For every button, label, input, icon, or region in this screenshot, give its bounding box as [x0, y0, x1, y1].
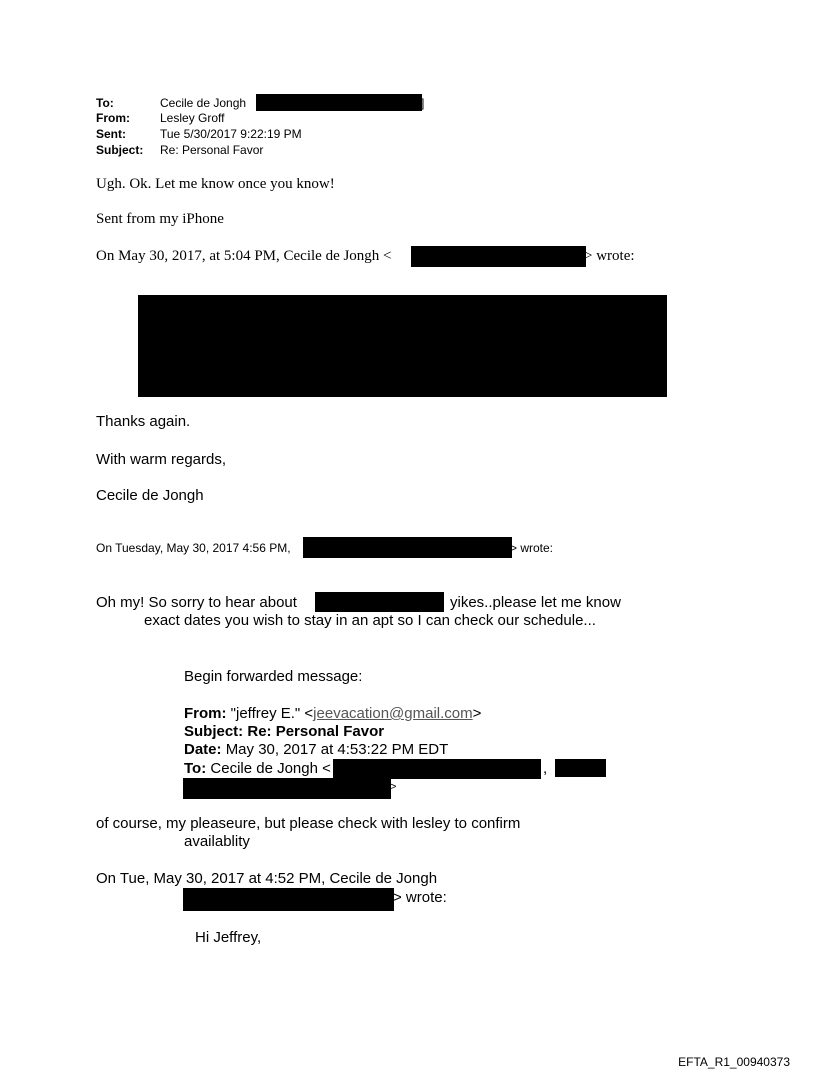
subject-label: Subject: [96, 143, 144, 157]
jeffrey-reply-line-1: of course, my pleaseure, but please check with lesley to confirm [96, 815, 521, 832]
to-bracket: ] [421, 96, 425, 110]
forwarded-subject-label: Subject: [184, 723, 244, 740]
greeting-text: Hi Jeffrey, [195, 929, 262, 946]
quote-intro: On May 30, 2017, at 5:04 PM, Cecile de Jongh < [96, 248, 392, 264]
redaction-box [303, 537, 512, 558]
lesley-line-2: exact dates you wish to stay in an apt so I can check our schedule... [144, 612, 596, 629]
forwarded-from-line [184, 705, 481, 722]
thanks-text: Thanks again. [96, 413, 191, 430]
reply-text: Ugh. Ok. Let me know once you know! [96, 176, 335, 192]
redaction-box [183, 778, 391, 799]
to-label: To: [96, 96, 114, 110]
forwarded-from-label: From: [184, 705, 227, 722]
document-id: EFTA_R1_00940373 [678, 1055, 790, 1069]
sender-email-link[interactable]: jeevacation@gmail.com [313, 705, 473, 722]
redaction-box [333, 759, 541, 779]
forwarded-to-label: To: [184, 760, 207, 777]
forwarded-to-end: > [390, 781, 397, 793]
from-label: From: [96, 111, 130, 125]
forwarded-intro: Begin forwarded message: [184, 668, 363, 685]
subject-value: Re: Personal Favor [160, 143, 264, 157]
reply-signature: Sent from my iPhone [96, 211, 224, 227]
earlier-quote-intro: On Tue, May 30, 2017 at 4:52 PM, Cecile de Jongh [96, 870, 438, 887]
sender-name: Cecile de Jongh [96, 487, 204, 504]
tuesday-quote-end: > wrote: [510, 541, 554, 555]
forwarded-from-post: > [472, 705, 482, 722]
redaction-box [315, 592, 444, 612]
jeffrey-reply-line-2: availablity [184, 833, 250, 850]
sent-value: Tue 5/30/2017 9:22:19 PM [160, 127, 302, 141]
sent-label: Sent: [96, 127, 126, 141]
to-value: Cecile de Jongh [160, 96, 247, 110]
redaction-box [411, 246, 586, 267]
lesley-line-1a: Oh my! So sorry to hear about [96, 594, 297, 611]
forwarded-to-sep: , [543, 760, 548, 777]
forwarded-to-value: Cecile de Jongh < [210, 760, 331, 777]
closing-text: With warm regards, [96, 451, 227, 468]
redaction-box [555, 759, 606, 777]
redaction-block [138, 295, 667, 397]
redaction-box [183, 888, 394, 911]
forwarded-date-value: May 30, 2017 at 4:53:22 PM EDT [225, 741, 449, 758]
redaction-box [256, 94, 425, 111]
forwarded-from-pre: "jeffrey E." < [230, 705, 314, 722]
quote-intro-end: > wrote: [584, 248, 635, 264]
forwarded-date-line [184, 741, 448, 758]
forwarded-subject-line [184, 723, 384, 740]
lesley-line-1b: yikes..please let me know [450, 594, 621, 611]
from-value: Lesley Groff [160, 111, 225, 125]
tuesday-quote-intro: On Tuesday, May 30, 2017 4:56 PM, [96, 541, 291, 555]
forwarded-to-line [184, 760, 331, 777]
forwarded-date-label: Date: [184, 741, 222, 758]
earlier-quote-end: > wrote: [393, 889, 447, 906]
forwarded-subject-value: Re: Personal Favor [247, 723, 385, 740]
